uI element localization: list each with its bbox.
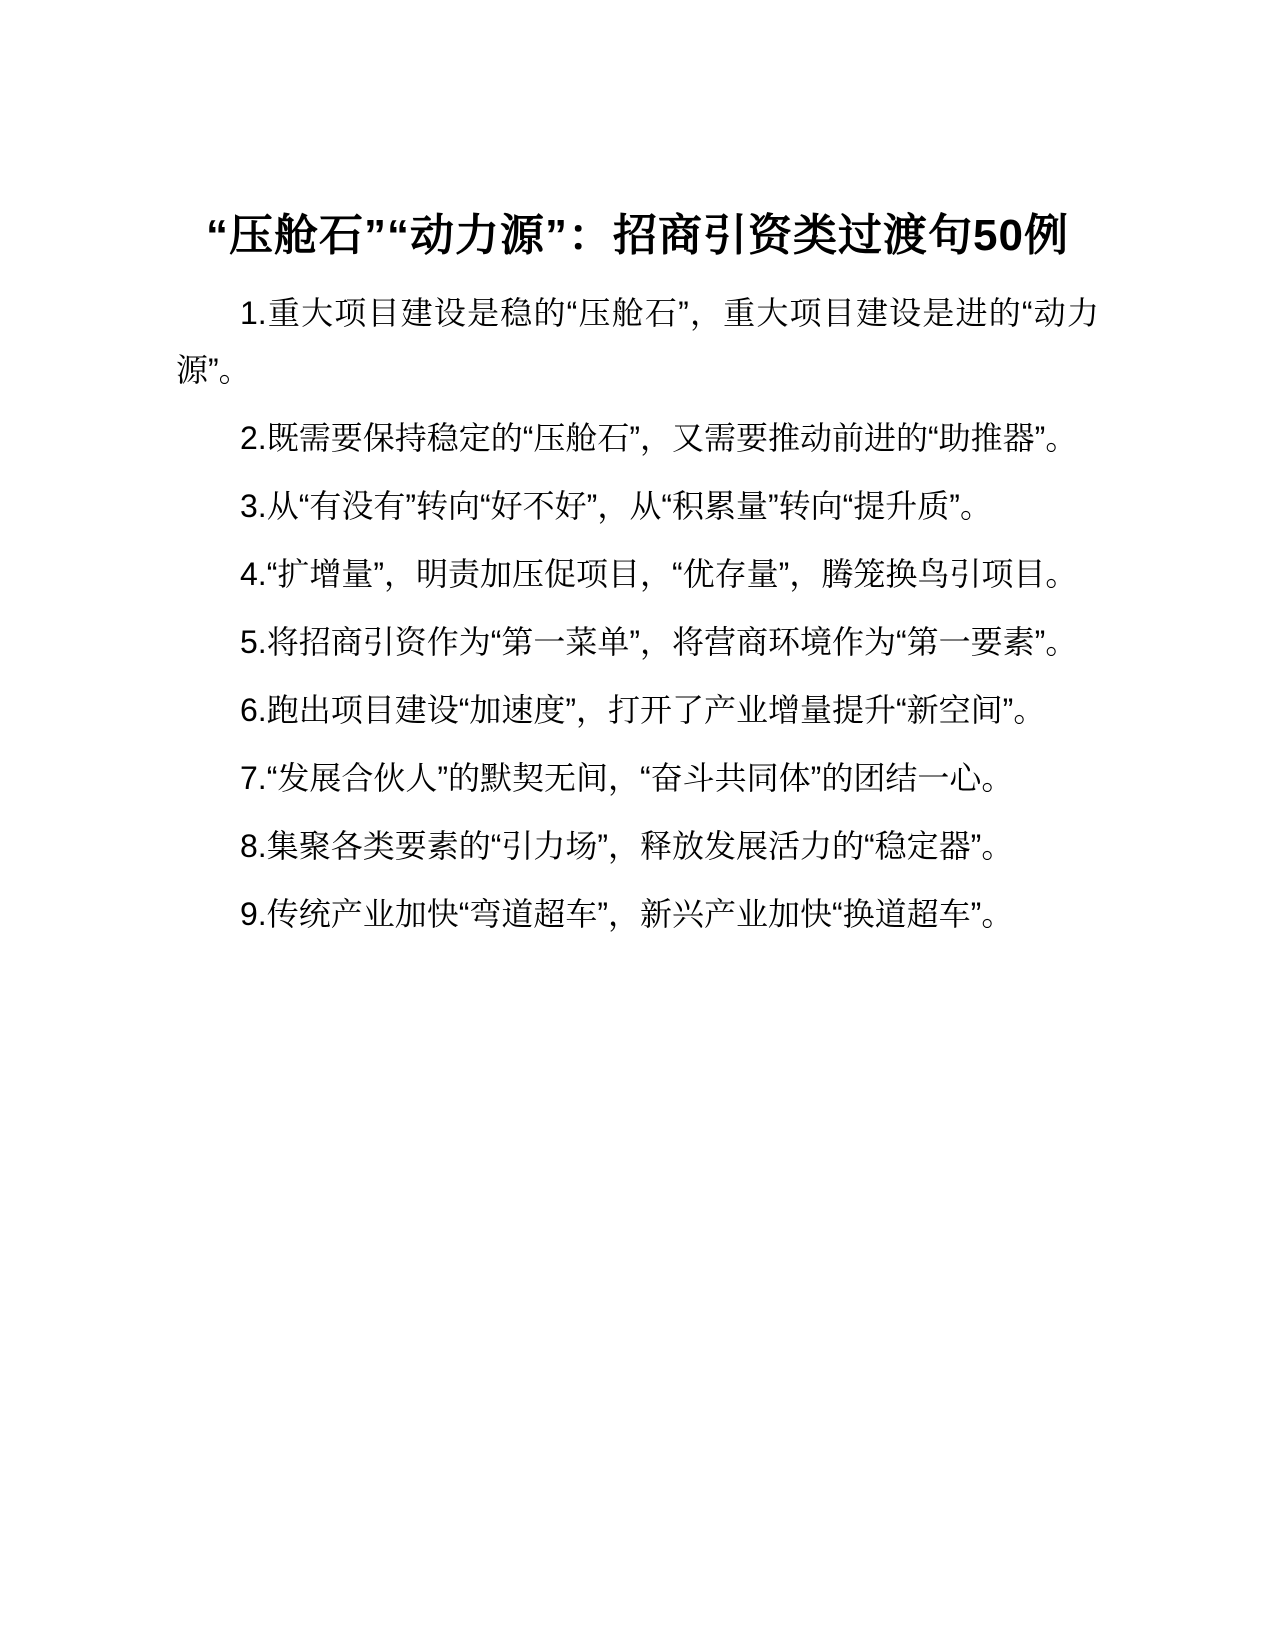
paragraph-2: 2.既需要保持稳定的“压舱石”，又需要推动前进的“助推器”。 (240, 420, 1078, 456)
paragraph-4: 4.“扩增量”，明责加压促项目，“优存量”，腾笼换鸟引项目。 (240, 556, 1078, 592)
paragraph-7: 7.“发展合伙人”的默契无间，“奋斗共同体”的团结一心。 (240, 760, 1014, 796)
paragraph-9: 9.传统产业加快“弯道超车”，新兴产业加快“换道超车”。 (240, 896, 1014, 932)
paragraph-1: 1.重大项目建设是稳的“压舱石”，重大项目建设是进的“动力源”。 (176, 295, 1099, 388)
paragraph-8: 8.集聚各类要素的“引力场”，释放发展活力的“稳定器”。 (240, 828, 1014, 864)
document-title: “压舱石”“动力源”：招商引资类过渡句50例 (206, 211, 1069, 260)
paragraph-3: 3.从“有没有”转向“好不好”，从“积累量”转向“提升质”。 (240, 488, 992, 524)
paragraph-5: 5.将招商引资作为“第一菜单”，将营商环境作为“第一要素”。 (240, 624, 1078, 660)
paragraph-6: 6.跑出项目建设“加速度”，打开了产业增量提升“新空间”。 (240, 692, 1046, 728)
